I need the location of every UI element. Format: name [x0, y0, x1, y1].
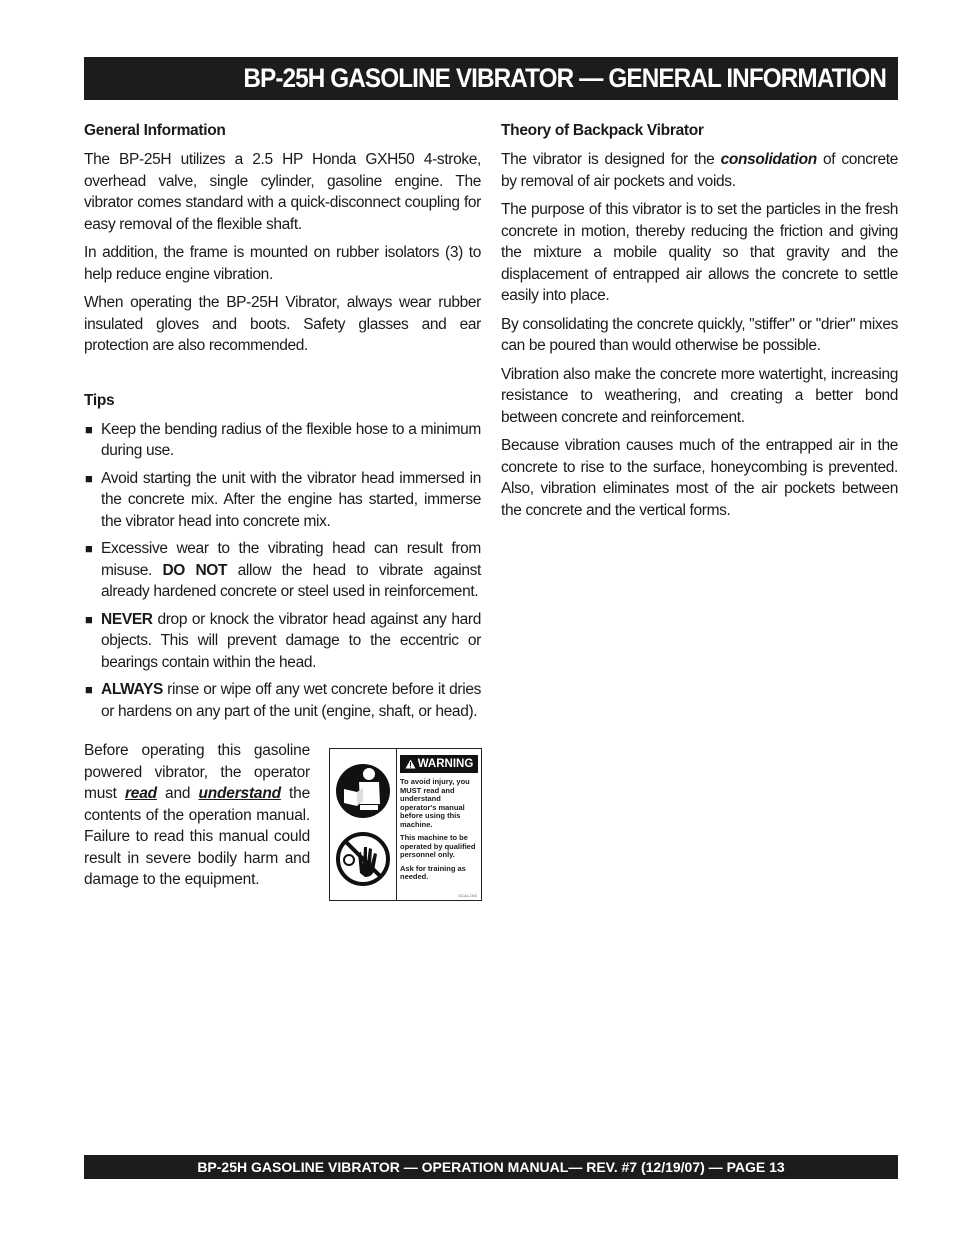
general-para-1: The BP-25H utilizes a 2.5 HP Honda GXH50 4-stroke, overhead valve, single cylinder, gasoline engine. The vibrator comes standard with a quick-disconnect coupling for easy removal of the flexible shaft.: [84, 151, 481, 233]
theory-para-3: By consolidating the concrete quickly, "stiffer" or "drier" mixes can be poured than would otherwise be possible.: [501, 315, 898, 354]
theory-para-4: Vibration also make the concrete more watertight, increasing resistance to weathering, and creating a better bond between concrete and reinforcement.: [501, 365, 898, 426]
no-touch-hand-icon: [338, 834, 388, 884]
read-emphasis: read: [124, 785, 157, 802]
warning-decal: [329, 748, 482, 901]
bullet-square-icon: ■: [85, 470, 93, 486]
page-header: [84, 57, 898, 100]
do-not-emphasis: DO NOT: [162, 561, 228, 579]
footer-text: BP-25H GASOLINE VIBRATOR — OPERATION MANUAL— REV. #7 (12/19/07) — PAGE 13: [197, 1159, 785, 1175]
understand-emphasis: understand: [198, 785, 281, 802]
tip-item: ■ NEVER drop or knock the vibrator head against any hard objects. This will prevent damage to the eccentric or bearings contain within the head.: [85, 610, 481, 671]
bullet-square-icon: ■: [85, 682, 93, 697]
bullet-square-icon: ■: [85, 541, 93, 556]
warning-title: WARNING: [400, 755, 478, 773]
theory-heading: Theory of Backpack Vibrator: [501, 122, 704, 139]
theory-para-2: The purpose of this vibrator is to set the particles in the fresh concrete in motion, thereby reducing the friction and giving the mixture a mobile quality so that gravity and the displacement of entrapped air allows the concrete to settle easily into place.: [501, 201, 898, 304]
warning-icons-panel: [330, 749, 397, 900]
bullet-square-icon: ■: [85, 421, 93, 437]
tip-item: ■ Excessive wear to the vibrating head can result from misuse. DO NOT allow the head to vibrate against already hardened concrete or steel used in reinforcement.: [85, 540, 481, 600]
general-para-3: When operating the BP-25H Vibrator, always wear rubber insulated gloves and boots. Safety glasses and ear protection are also recommended.: [84, 294, 481, 354]
warning-text-1: To avoid injury, you MUST read and understand operator's manual before using this machine.: [400, 777, 470, 829]
general-info-heading: General Information: [84, 122, 226, 139]
warning-text-3: Ask for training as needed.: [400, 863, 466, 881]
theory-para-5: Because vibration causes much of the entrapped air in the concrete to rise to the surface, honeycombing is prevented. Also, vibration eliminates most of the air pockets between the concrete and the vertical forms.: [501, 437, 898, 519]
page-footer: [84, 1155, 898, 1179]
general-para-2: In addition, the frame is mounted on rubber isolators (3) to help reduce engine vibration.: [84, 244, 481, 283]
warning-text-2: This machine to be operated by qualified personnel only.: [400, 833, 476, 859]
never-emphasis: NEVER: [101, 610, 153, 628]
read-manual-icon: [336, 764, 390, 818]
theory-para-1: The vibrator is designed for the consolidation of concrete by removal of air pockets and voids.: [501, 151, 898, 190]
left-column: [84, 122, 481, 728]
tips-list: [84, 419, 481, 723]
tip-item: ■ Keep the bending radius of the flexible hose to a minimum during use.: [85, 420, 481, 459]
consolidation-emphasis: consolidation: [720, 151, 817, 168]
before-operating-note: Before operating this gasoline powered vibrator, the operator must read and understand the contents of the operation manual. Failure to read this manual could result in severe bodily harm and damage to the equipment.: [84, 742, 310, 888]
tip-item: ■ Avoid starting the unit with the vibrator head immersed in the concrete mix. After the engine has started, immerse the vibrator head into concrete mix.: [85, 469, 481, 530]
decal-code: DCAL-002: [458, 893, 477, 898]
warning-text-panel: [397, 749, 481, 900]
tip-item: ■ ALWAYS rinse or wipe off any wet concrete before it dries or hardens on any part of the unit (engine, shaft, or head).: [85, 681, 481, 720]
bullet-square-icon: ■: [85, 611, 93, 627]
always-emphasis: ALWAYS: [101, 681, 163, 698]
tips-heading: Tips: [84, 391, 115, 409]
right-column: [501, 122, 898, 528]
page-title: BP-25H GASOLINE VIBRATOR — GENERAL INFORMATION: [243, 63, 886, 93]
warning-triangle-icon: [405, 759, 416, 769]
